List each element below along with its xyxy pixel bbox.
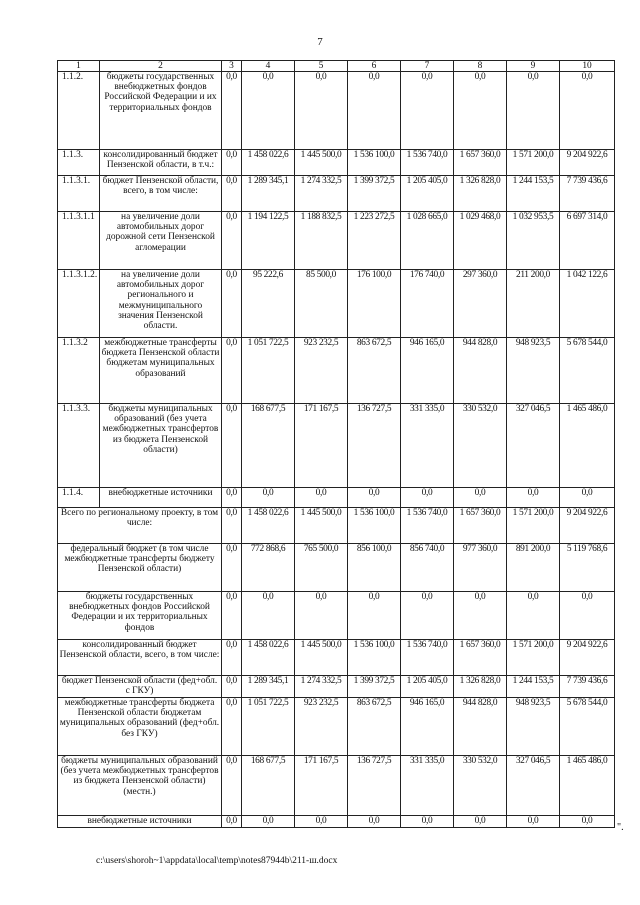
row-label: консолидированный бюджет Пензенской области, в т.ч.:: [100, 150, 222, 176]
row-value: 0,0: [560, 72, 615, 150]
row-value: 0,0: [507, 488, 560, 508]
row-value: 0,0: [222, 488, 242, 508]
summary-value: 1 571 200,0: [507, 508, 560, 544]
summary-label: Всего по региональному проекту, в том числе:: [58, 508, 222, 544]
summary-row: [58, 816, 615, 828]
row-label: внебюджетные источники: [100, 488, 222, 508]
summary-value: 1 399 372,5: [348, 676, 401, 698]
summary-value: 0,0: [242, 816, 295, 828]
row-number: 1.1.3.3.: [58, 404, 100, 488]
summary-value: 1 205 405,0: [401, 676, 454, 698]
column-number: 7: [401, 61, 454, 72]
table-row: [58, 270, 615, 338]
row-value: 0,0: [507, 72, 560, 150]
summary-value: 1 657 360,0: [454, 508, 507, 544]
row-number: 1.1.4.: [58, 488, 100, 508]
row-value: 1 399 372,5: [348, 176, 401, 212]
row-value: 297 360,0: [454, 270, 507, 338]
row-label: межбюджетные трансферты бюджета Пензенской области бюджетам муниципальных образований: [100, 338, 222, 404]
row-value: 1 042 122,6: [560, 270, 615, 338]
row-label: бюджеты муниципальных образований (без учета межбюджетных трансфертов из бюджета Пензенской области): [100, 404, 222, 488]
summary-label: бюджеты муниципальных образований (без учета межбюджетных трансфертов из бюджета Пензенской области) (местн.): [58, 756, 222, 816]
row-value: 95 222,6: [242, 270, 295, 338]
row-label: на увеличение доли автомобильных дорог дорожной сети Пензенской агломерации: [100, 212, 222, 270]
row-value: 0,0: [348, 72, 401, 150]
column-number: 8: [454, 61, 507, 72]
row-number: 1.1.3.1.2.: [58, 270, 100, 338]
summary-value: 9 204 922,6: [560, 508, 615, 544]
summary-value: 168 677,5: [242, 756, 295, 816]
column-number: 4: [242, 61, 295, 72]
row-value: 1 223 272,5: [348, 212, 401, 270]
row-value: 0,0: [295, 488, 348, 508]
column-number: 10: [560, 61, 615, 72]
row-value: 0,0: [222, 404, 242, 488]
summary-value: 1 458 022,6: [242, 508, 295, 544]
summary-value: 0,0: [454, 816, 507, 828]
summary-value: 0,0: [222, 698, 242, 756]
row-value: 1 032 953,5: [507, 212, 560, 270]
row-value: 0,0: [560, 488, 615, 508]
summary-value: 1 536 100,0: [348, 640, 401, 676]
row-value: 0,0: [454, 72, 507, 150]
summary-value: 0,0: [222, 544, 242, 592]
row-value: 1 571 200,0: [507, 150, 560, 176]
summary-label: консолидированный бюджет Пензенской области, всего, в том числе:: [58, 640, 222, 676]
summary-label: бюджет Пензенской области (фед+обл. с ГКУ): [58, 676, 222, 698]
summary-row: [58, 640, 615, 676]
row-value: 0,0: [222, 150, 242, 176]
row-value: 944 828,0: [454, 338, 507, 404]
row-value: 1 458 022,6: [242, 150, 295, 176]
summary-value: 946 165,0: [401, 698, 454, 756]
summary-label: бюджеты государственных внебюджетных фондов Российской Федерации и их территориальных фондов: [58, 592, 222, 640]
summary-value: 0,0: [401, 592, 454, 640]
row-value: 7 739 436,6: [560, 176, 615, 212]
row-value: 327 046,5: [507, 404, 560, 488]
row-value: 331 335,0: [401, 404, 454, 488]
footer-file-path: c:\users\shoroh~1\appdata\local\temp\notes87944b\211-ш.docx: [96, 856, 338, 866]
row-value: 168 677,5: [242, 404, 295, 488]
summary-value: 5 119 768,6: [560, 544, 615, 592]
row-number: 1.1.3.2: [58, 338, 100, 404]
summary-value: 7 739 436,6: [560, 676, 615, 698]
funding-table: [57, 60, 615, 828]
column-number: 2: [100, 61, 222, 72]
summary-value: 944 828,0: [454, 698, 507, 756]
table-row: [58, 338, 615, 404]
table-row: [58, 212, 615, 270]
summary-value: 772 868,6: [242, 544, 295, 592]
row-value: 211 200,0: [507, 270, 560, 338]
row-value: 0,0: [401, 488, 454, 508]
summary-value: 136 727,5: [348, 756, 401, 816]
row-value: 0,0: [222, 212, 242, 270]
summary-value: 1 536 740,0: [401, 640, 454, 676]
summary-row: [58, 592, 615, 640]
row-value: 0,0: [222, 338, 242, 404]
row-number: 1.1.3.1.: [58, 176, 100, 212]
row-value: 176 740,0: [401, 270, 454, 338]
row-value: 1 465 486,0: [560, 404, 615, 488]
column-number: 6: [348, 61, 401, 72]
row-value: 171 167,5: [295, 404, 348, 488]
column-number: 5: [295, 61, 348, 72]
row-value: 0,0: [222, 176, 242, 212]
summary-value: 1 458 022,6: [242, 640, 295, 676]
summary-value: 1 445 500,0: [295, 508, 348, 544]
summary-value: 1 571 200,0: [507, 640, 560, 676]
row-label: бюджеты государственных внебюджетных фондов Российской Федерации и их территориальных фондов: [100, 72, 222, 150]
row-value: 1 194 122,5: [242, 212, 295, 270]
row-value: 0,0: [401, 72, 454, 150]
summary-value: 330 532,0: [454, 756, 507, 816]
summary-row: [58, 544, 615, 592]
row-value: 85 500,0: [295, 270, 348, 338]
summary-value: 1 465 486,0: [560, 756, 615, 816]
row-value: 1 536 740,0: [401, 150, 454, 176]
summary-value: 331 335,0: [401, 756, 454, 816]
summary-label: внебюджетные источники: [58, 816, 222, 828]
row-number: 1.1.2.: [58, 72, 100, 150]
row-value: 1 536 100,0: [348, 150, 401, 176]
row-value: 1 188 832,5: [295, 212, 348, 270]
row-value: 0,0: [348, 488, 401, 508]
summary-value: 923 232,5: [295, 698, 348, 756]
row-value: 1 326 828,0: [454, 176, 507, 212]
summary-value: 0,0: [242, 592, 295, 640]
summary-value: 1 445 500,0: [295, 640, 348, 676]
row-number: 1.1.3.1.1: [58, 212, 100, 270]
row-value: 863 672,5: [348, 338, 401, 404]
summary-value: 0,0: [560, 592, 615, 640]
row-label: бюджет Пензенской области, всего, в том числе:: [100, 176, 222, 212]
row-value: 136 727,5: [348, 404, 401, 488]
row-label: на увеличение доли автомобильных дорог регионального и межмуниципального значения Пензенской области.: [100, 270, 222, 338]
summary-value: 0,0: [507, 816, 560, 828]
row-value: 0,0: [242, 488, 295, 508]
row-value: 923 232,5: [295, 338, 348, 404]
summary-row: [58, 756, 615, 816]
column-number-header: [58, 61, 615, 72]
row-value: 0,0: [222, 72, 242, 150]
row-number: 1.1.3.: [58, 150, 100, 176]
summary-value: 0,0: [454, 592, 507, 640]
row-value: 0,0: [222, 270, 242, 338]
summary-row: [58, 508, 615, 544]
summary-value: 0,0: [222, 816, 242, 828]
summary-value: 948 923,5: [507, 698, 560, 756]
summary-value: 891 200,0: [507, 544, 560, 592]
summary-value: 856 740,0: [401, 544, 454, 592]
table-row: [58, 404, 615, 488]
column-number: 3: [222, 61, 242, 72]
summary-value: 0,0: [222, 640, 242, 676]
row-value: 946 165,0: [401, 338, 454, 404]
table-row: [58, 176, 615, 212]
summary-value: 0,0: [348, 592, 401, 640]
row-value: 1 051 722,5: [242, 338, 295, 404]
summary-value: 0,0: [222, 756, 242, 816]
table-end-mark: ".: [617, 822, 624, 833]
summary-value: 0,0: [295, 816, 348, 828]
row-value: 0,0: [295, 72, 348, 150]
summary-value: 1 657 360,0: [454, 640, 507, 676]
row-value: 1 205 405,0: [401, 176, 454, 212]
summary-value: 0,0: [222, 592, 242, 640]
summary-value: 0,0: [222, 508, 242, 544]
summary-value: 0,0: [401, 816, 454, 828]
summary-row: [58, 698, 615, 756]
summary-value: 1 244 153,5: [507, 676, 560, 698]
row-value: 1 029 468,0: [454, 212, 507, 270]
row-value: 1 274 332,5: [295, 176, 348, 212]
summary-value: 1 536 740,0: [401, 508, 454, 544]
row-value: 1 445 500,0: [295, 150, 348, 176]
summary-value: 9 204 922,6: [560, 640, 615, 676]
summary-value: 1 289 345,1: [242, 676, 295, 698]
row-value: 5 678 544,0: [560, 338, 615, 404]
row-value: 0,0: [242, 72, 295, 150]
summary-value: 0,0: [222, 676, 242, 698]
row-value: 1 244 153,5: [507, 176, 560, 212]
row-value: 1 289 345,1: [242, 176, 295, 212]
summary-value: 171 167,5: [295, 756, 348, 816]
summary-label: федеральный бюджет (в том числе межбюджетные трансферты бюджету Пензенской области): [58, 544, 222, 592]
summary-value: 0,0: [348, 816, 401, 828]
row-value: 1 028 665,0: [401, 212, 454, 270]
table-row: [58, 488, 615, 508]
summary-value: 1 326 828,0: [454, 676, 507, 698]
summary-value: 977 360,0: [454, 544, 507, 592]
summary-value: 863 672,5: [348, 698, 401, 756]
summary-value: 1 536 100,0: [348, 508, 401, 544]
row-value: 176 100,0: [348, 270, 401, 338]
row-value: 0,0: [454, 488, 507, 508]
table-row: [58, 150, 615, 176]
summary-value: 856 100,0: [348, 544, 401, 592]
summary-value: 0,0: [507, 592, 560, 640]
row-value: 1 657 360,0: [454, 150, 507, 176]
summary-value: 1 274 332,5: [295, 676, 348, 698]
column-number: 1: [58, 61, 100, 72]
row-value: 330 532,0: [454, 404, 507, 488]
summary-row: [58, 676, 615, 698]
row-value: 6 697 314,0: [560, 212, 615, 270]
summary-value: 0,0: [295, 592, 348, 640]
column-number: 9: [507, 61, 560, 72]
summary-value: 1 051 722,5: [242, 698, 295, 756]
row-value: 9 204 922,6: [560, 150, 615, 176]
summary-value: 765 500,0: [295, 544, 348, 592]
table-row: [58, 72, 615, 150]
summary-value: 5 678 544,0: [560, 698, 615, 756]
summary-label: межбюджетные трансферты бюджета Пензенской области бюджетам муниципальных образований (фед+обл. без ГКУ): [58, 698, 222, 756]
summary-value: 0,0: [560, 816, 615, 828]
summary-value: 327 046,5: [507, 756, 560, 816]
page-number: 7: [317, 36, 323, 48]
row-value: 948 923,5: [507, 338, 560, 404]
